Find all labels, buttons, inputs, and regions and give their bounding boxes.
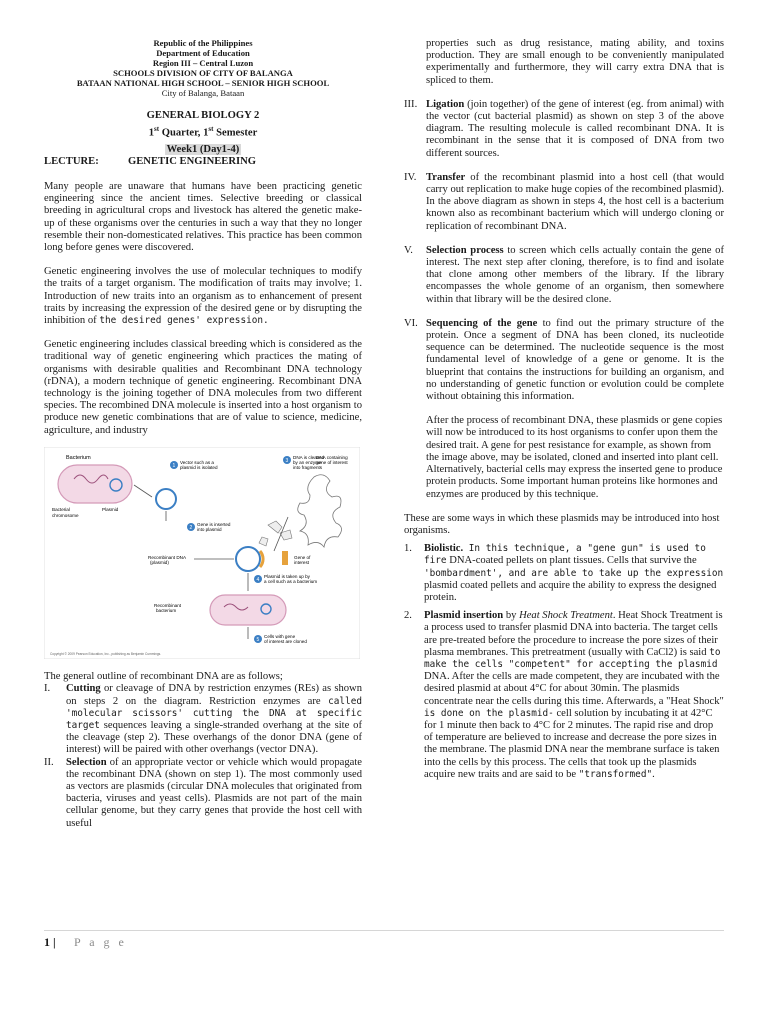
item-text-cont-2: cell solution by incubating it at 42°C for 1 minute then back to 4°C for 2 minutes. The rapid rise and drop of temperature are believed to increase and decrease the pore sizes in the membrane. The plasmid DNA near the membrane surface is taken into the cells by this process. The cells that took up the plasmids acquire new traits and are said to be [424, 707, 720, 780]
school-header [44, 38, 362, 98]
outline-intro: The general outline of recombinant DNA are as follows; [44, 671, 283, 683]
page-number-value: 1 [44, 935, 50, 949]
gene-of-interest-block [282, 551, 288, 565]
item-text: DNA-coated pellets on plant tissues. Cells that survive the [449, 555, 697, 567]
ways-paragraph: These are some ways in which these plasmids may be introduced into host organisms. [404, 512, 720, 536]
step-2-label-a: Gene is inserted [197, 521, 231, 527]
semester-suffix: st [208, 124, 214, 133]
step-5-number: 5 [256, 636, 260, 643]
item-number: IV. [404, 171, 417, 183]
item-text: to screen which cells actually contain the gene of interest. The next step after cloning, therefore, is to find and isolate that clone among other members of the library. If the library encompasses the whole genome of an organism, then somewhere within that library will be the desired clone. [426, 244, 724, 305]
item-mono-text: to make the cells "competent" for accepting the plasmid [424, 646, 721, 670]
recombinant-bacterium-label-b: bacterium [156, 607, 177, 613]
step-4-label-a: Plasmid is taken up by [264, 573, 310, 579]
item-end: . [652, 768, 655, 780]
item-text-cont: sequences leaving a single-stranded overhang at the site of the cleavage (step 2). These overhangs of the donor DNA (gene of interest) will be paired with other overhangs (vector DNA). [66, 719, 363, 756]
outline-item-transfer [404, 172, 724, 233]
lecture-topic: GENETIC ENGINEERING [128, 156, 257, 168]
quarter-suffix: st [154, 124, 160, 133]
outline-item-ligation [404, 99, 724, 160]
quarter-number: 1 [148, 127, 154, 139]
right-column [404, 38, 724, 781]
outline-item-sequencing [404, 318, 724, 403]
step-3-label-b: by an enzyme [293, 459, 322, 465]
label-plasmid: Plasmid [102, 506, 119, 512]
item-text: of the recombinant plasmid into a host cell (that would carry out replication to make huge copies of the recombined plasmid). In the above diagram as shown in steps 4, the host cell is a bacterium known also as recombinant bacterium which will undergo cloning or replication of recombinant DNA. [426, 171, 724, 232]
step-3-label-c: into fragments [293, 464, 323, 470]
header-line: Region III – Central Luzon [152, 58, 254, 68]
item-term: Selection [66, 756, 107, 768]
page-separator: | [50, 935, 56, 949]
step-3-number: 3 [285, 457, 289, 464]
method-biolistic [404, 543, 724, 604]
label-bacterial-2: chromosome [52, 512, 79, 518]
recombinant-bacterium [210, 595, 286, 625]
step-3-label-a: DNA is cleaved [293, 454, 325, 460]
method-plasmid-insertion [404, 610, 724, 781]
page-word: P a g e [74, 935, 127, 949]
label-bacterium: Bacterium [66, 454, 91, 461]
item-number: V. [404, 244, 413, 256]
header-line: SCHOOLS DIVISION OF CITY OF BALANGA [113, 68, 293, 78]
recombinant-bacterium-label-a: Recombinant [154, 602, 182, 608]
semester-number: 1 [203, 127, 209, 139]
paragraph-1: Many people are unaware that humans have been practicing genetic engineering since the ancient times. Selective breeding or classical breeding in agricultural crops and livestock has altered the genetic make-up of these organisms over the centuries in such a way that they no longer resemble their non-domesticated relatives. This practice has been common long before genes were discovered. [44, 181, 362, 254]
step-5-label-a: Cells with gene [264, 633, 296, 639]
week-text: Week1 (Day1-4) [166, 143, 240, 155]
outline-item-selection [44, 757, 362, 830]
outline-list [44, 683, 362, 829]
after-paragraph: After the process of recombinant DNA, these plasmids or gene copies will now be introduced to its host organisms to confer upon them the desired trait. A gene for pest resistance for example, as shown from the image above, may be isolated, cloned and inserted into plant cell. Alternatively, bacterial cells may express the inserted gene to produce protein products. Some important human proteins like hormones and enzymes are produced by this technique. [426, 415, 723, 500]
item-text-cont: plasmid coated pellets and acquire the ability to express the designed protein. [424, 579, 717, 603]
paragraph-2 [44, 266, 362, 327]
course-title: GENERAL BIOLOGY 2 [146, 110, 260, 121]
item-by: by [503, 610, 520, 622]
item-term: Sequencing of the gene [426, 317, 538, 329]
diagram-copyright: Copyright © 2009 Pearson Education, Inc., publishing as Benjamin Cummings. [50, 651, 162, 656]
paragraph-2-mono: the desired genes' expression. [99, 315, 269, 327]
lecture-label: LECTURE: [44, 156, 99, 168]
gene-interest-label-b: interest [294, 559, 310, 565]
item-text: . Heat Shock Treatment is a process used to transfer plasmid DNA into bacteria. The target cells are pre-treated before the procedure to increase the pore sizes of their plasma membranes. This pretreatment (usually with CaCl2) is said [424, 610, 723, 658]
item-italic: Heat Shock Treatment [519, 610, 613, 622]
item-number: 2. [404, 610, 412, 622]
outline-item-selection-process [404, 245, 724, 306]
item-number: II. [44, 756, 54, 768]
item-term: Ligation [426, 98, 465, 110]
item-text: of an appropriate vector or vehicle which would propagate the recombinant DNA (shown on step 1). The most commonly used as vectors are plasmids (circular DNA molecules that originated from bacteria, viruses and yeast cells). Plasmids are not part of the main cellular genome, but they carry genes that provide the host cell with useful [66, 756, 362, 829]
item-number: I. [44, 683, 51, 695]
week-label [44, 144, 362, 157]
gene-interest-label-a: Gene of [294, 554, 311, 560]
bacterium-cell [58, 465, 132, 503]
dna-gene-label-a: DNA containing [316, 454, 348, 460]
item-term: Cutting [66, 683, 101, 695]
item-mono-text-3: is done on the plasmid- [424, 707, 554, 719]
step-1-label-a: Vector such as a [180, 459, 214, 465]
left-column [44, 38, 362, 830]
step-2-label-b: into plasmid [197, 526, 222, 532]
header-line: BATAAN NATIONAL HIGH SCHOOL – SENIOR HIGH SCHOOL [76, 78, 330, 88]
paragraph-2-text: Genetic engineering involves the use of molecular techniques to modify the traits of a target organism. The modification of traits may involve; 1. Introduction of new traits into an organism as to enhancement of present traits by increasing the expression of the desired gene or by disrupting the inhibition of [44, 266, 362, 327]
page-footer [44, 930, 724, 949]
header-line: City of Balanga, Bataan [161, 88, 245, 98]
course-block [44, 110, 362, 169]
semester-label: Semester [213, 127, 258, 139]
step-1-number: 1 [172, 462, 176, 469]
item-text: (join together) of the gene of interest (eg. from animal) with the vector (cut bacterial plasmid) as shown on step 3 of the above diagram. The resulting molecule is called recombinant DNA. It is recombinant in the sense that it is composed of DNA from two different sources. [426, 98, 724, 159]
header-line: Department of Education [156, 48, 250, 58]
item-number: VI. [404, 317, 418, 329]
step-4-number: 4 [256, 576, 260, 583]
item-number: III. [404, 98, 418, 110]
recombinant-label-a: Recombinant DNA [148, 554, 187, 560]
header-line: Republic of the Philippines [153, 38, 253, 48]
item-number: 1. [404, 543, 412, 555]
selection-continued: properties such as drug resistance, mating ability, and toxins production. They are small enough to be conveniently manipulated experimentally and furthermore, they will carry extra DNA that is spliced to them. [426, 38, 724, 86]
quarter-semester [44, 123, 362, 140]
dna-gene-label-b: gene of interest [316, 459, 348, 465]
item-text-cont: DNA. After the cells are made competent, they are incubated with the desired plasmid at about 4°C for about 30min. The plasmids concentrate near the cells during this time. Afterwards, a "Heat Shock" [424, 671, 724, 707]
outline-item-cutting [44, 683, 362, 756]
paragraph-3: Genetic engineering includes classical breeding which is considered as the traditional way of genetic engineering which practices the mating of organisms with desirable qualities and Recombinant DNA technology (rDNA), a modern technique of genetic engineering. Recombinant DNA technology is the joining together of DNA molecules from two different species. The recombined DNA molecule is inserted into a host organism to produce new genetic combinations that are of value to science, medicine, agriculture, and industry [44, 339, 362, 436]
recombinant-dna-diagram [44, 447, 360, 659]
page-number [44, 935, 56, 950]
recombinant-label-b: (plasmid) [150, 559, 169, 565]
item-text: to find out the primary structure of the protein. Once a segment of DNA has been cloned, its nucleotide sequence can be determined. The nucleotide sequence is the most fundamental level of knowledge of a gene or genome. It is the blueprint that contains the instructions for building an organism, and no understanding of genetic function or evolution could be complete without obtaining this information. [426, 317, 724, 403]
item-mono-text: In this technique, a "gene gun" is used to fire [424, 543, 706, 567]
item-term: Biolistic. [424, 543, 464, 555]
step-4-label-b: a cell such as a bacterium [264, 578, 318, 584]
step-2-number: 2 [189, 524, 193, 531]
lecture-row [44, 156, 362, 169]
quarter-label: Quarter, [159, 127, 204, 139]
step-1-label-b: plasmid is isolated [180, 464, 218, 470]
item-text: or cleavage of DNA by restriction enzymes (REs) as shown on steps 2 on the diagram. Restriction enzymes are [66, 683, 362, 707]
item-term: Transfer [426, 171, 466, 183]
item-mono-text-2: 'bombardment', and are able to take up the expression [424, 567, 724, 579]
step-5-label-b: of interest are cloned [264, 638, 307, 644]
label-bacterial-1: Bacterial [52, 506, 70, 512]
item-term: Selection process [426, 244, 504, 256]
item-term: Plasmid insertion [424, 610, 504, 622]
item-mono-text-4: "transformed" [578, 768, 653, 780]
item-mono-text: called 'molecular scissors' cutting the DNA at specific target [66, 695, 362, 731]
